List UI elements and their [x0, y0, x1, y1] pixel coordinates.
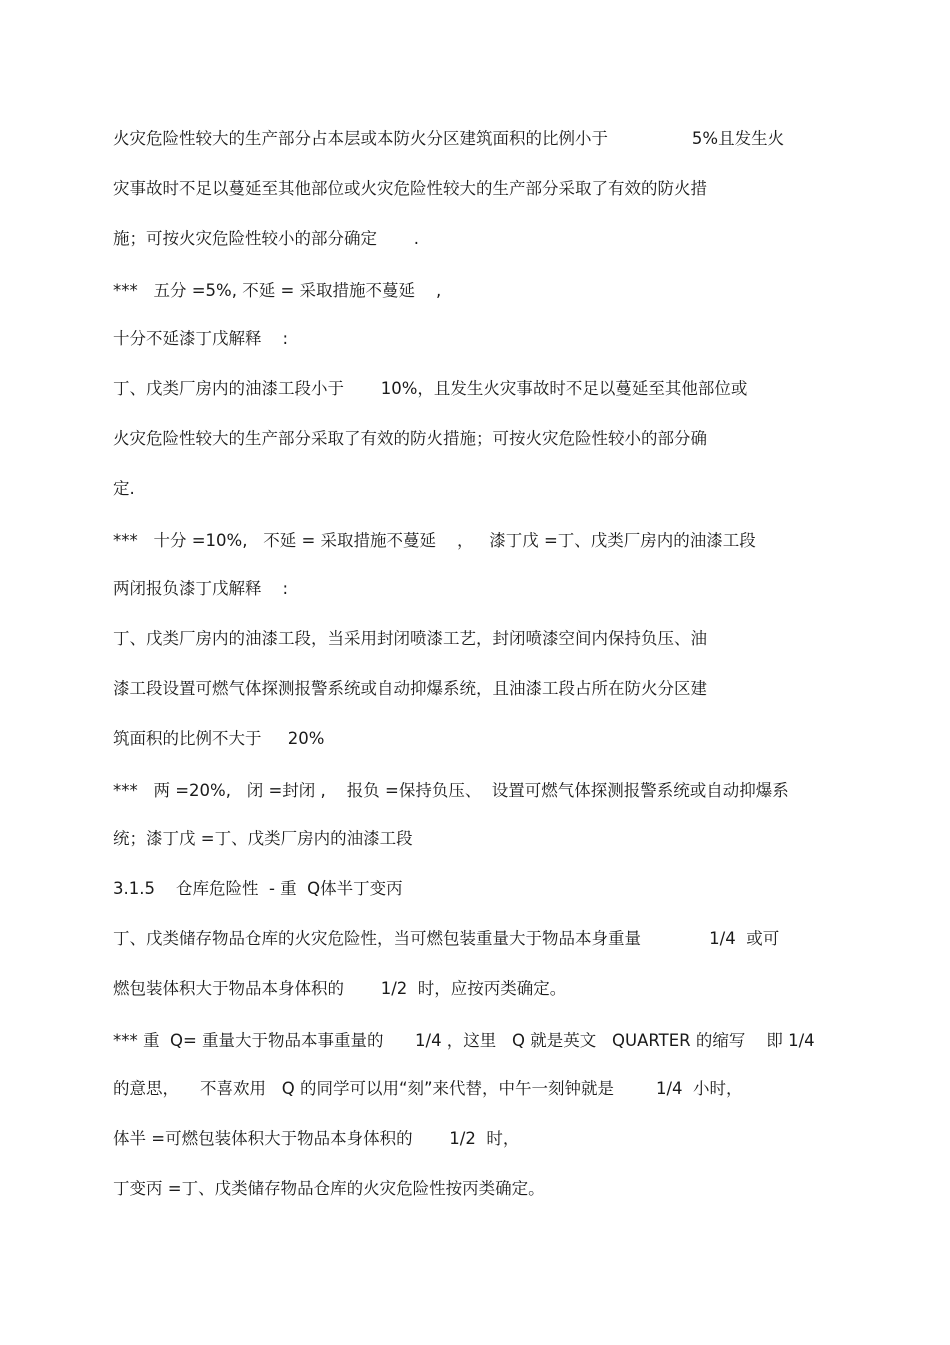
text-line: 定.	[113, 479, 135, 498]
text-line: 丁、戊类厂房内的油漆工段小于 10%，且发生火灾事故时不足以蔓延至其他部位或	[113, 379, 748, 398]
text-line: 丁、戊类厂房内的油漆工段，当采用封闭喷漆工艺，封闭喷漆空间内保持负压、油	[113, 629, 707, 648]
text-line: *** 两 =20%, 闭 =封闭 , 报负 =保持负压、 设置可燃气体探测报警系统或自动抑爆系	[113, 781, 789, 800]
text-line: *** 五分 =5%, 不延 = 采取措施不蔓延 ,	[113, 281, 442, 300]
text-line: 火灾危险性较大的生产部分占本层或本防火分区建筑面积的比例小于 5%且发生火	[113, 129, 785, 148]
section-heading: 两闭报负漆丁戊解释 :	[113, 579, 289, 598]
section-heading: 3.1.5 仓库危险性 - 重 Q体半丁变丙	[113, 879, 403, 898]
text-line: 燃包装体积大于物品本身体积的 1/2 时，应按丙类确定。	[113, 979, 567, 998]
section-heading: 十分不延漆丁戊解释 :	[113, 329, 289, 348]
text-line: 丁变丙 =丁、戊类储存物品仓库的火灾危险性按丙类确定。	[113, 1179, 545, 1198]
text-line: 体半 =可燃包装体积大于物品本身体积的 1/2 时，	[113, 1129, 520, 1148]
text-line: 火灾危险性较大的生产部分采取了有效的防火措施；可按火灾危险性较小的部分确	[113, 429, 707, 448]
text-line: 灾事故时不足以蔓延至其他部位或火灾危险性较大的生产部分采取了有效的防火措	[113, 179, 707, 198]
text-line: 筑面积的比例不大于 20%	[113, 729, 325, 748]
text-line: 统；漆丁戊 =丁、戊类厂房内的油漆工段	[113, 829, 413, 848]
text-line: 漆工段设置可燃气体探测报警系统或自动抑爆系统，且油漆工段占所在防火分区建	[113, 679, 707, 698]
text-line: *** 重 Q= 重量大于物品本事重量的 1/4 ，这里 Q 就是英文 QUARTER 的缩写 即 1/4	[113, 1031, 815, 1050]
text-line: 的意思， 不喜欢用 Q 的同学可以用“刻”来代替，中午一刻钟就是 1/4 小时，	[113, 1079, 743, 1098]
text-line: 丁、戊类储存物品仓库的火灾危险性，当可燃包装重量大于物品本身重量 1/4 或可	[113, 929, 780, 948]
text-line: *** 十分 =10%, 不延 = 采取措施不蔓延 ， 漆丁戊 =丁、戊类厂房内的油漆工段	[113, 531, 756, 550]
text-line: 施；可按火灾危险性较小的部分确定 .	[113, 229, 419, 248]
